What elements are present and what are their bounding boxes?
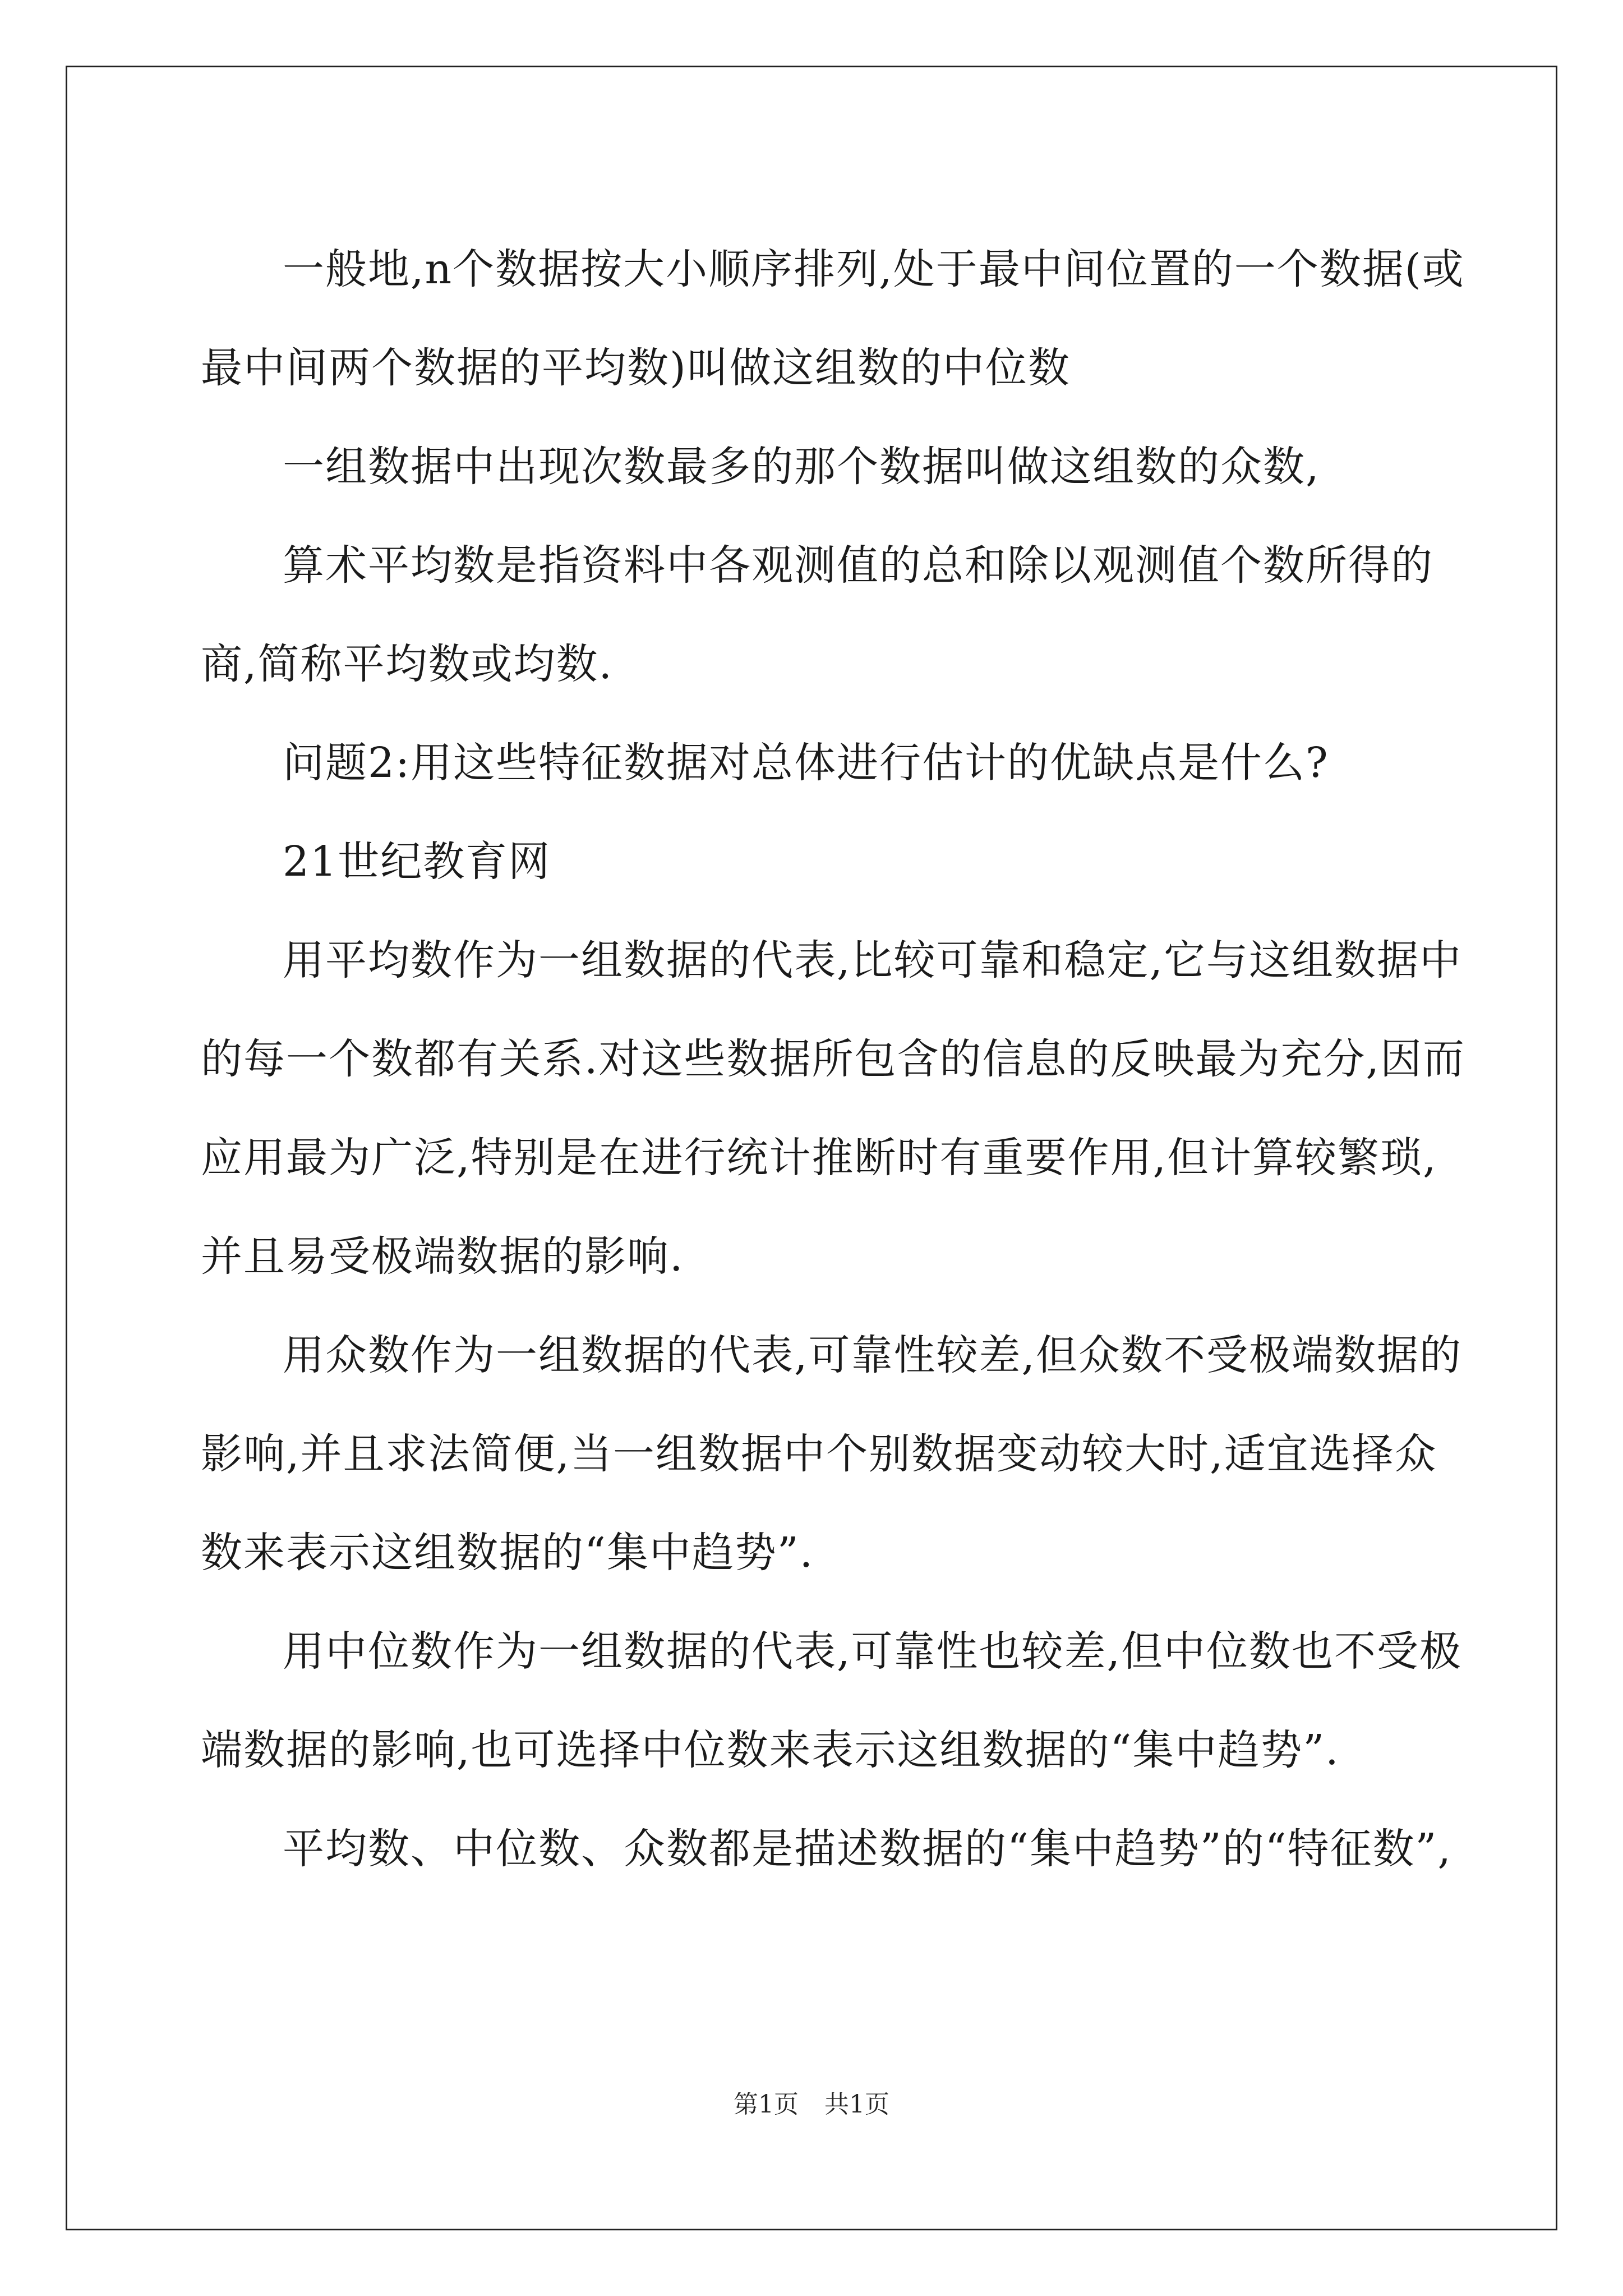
paragraph-question-2: 问题2:用这些特征数据对总体进行估计的优缺点是什么? — [283, 739, 1329, 787]
paragraph-mean-evaluation: 用平均数作为一组数据的代表,比较可靠和稳定,它与这组数据中的每一个数都有关系.对这些数据所包含的信息的反映最为充分,因而应用最为广泛,特别是在进行统计推断时有重要作用,但计算较繁琐,并且易受极端数据的影响. — [201, 936, 1466, 1281]
document-body — [201, 220, 1474, 1898]
paragraph-mean-definition: 算术平均数是指资料中各观测值的总和除以观测值个数所得的商,简称平均数或均数. — [201, 541, 1433, 688]
paragraph-mode-evaluation: 用众数作为一组数据的代表,可靠性较差,但众数不受极端数据的影响,并且求法简便,当一组数据中个别数据变动较大时,适宜选择众数来表示这组数据的“集中趋势”. — [201, 1331, 1463, 1577]
paragraph-median-definition: 一般地,n个数据按大小顺序排列,处于最中间位置的一个数据(或最中间两个数据的平均数)叫做这组数的中位数 — [201, 245, 1465, 392]
paragraph-median-evaluation: 用中位数作为一组数据的代表,可靠性也较差,但中位数也不受极端数据的影响,也可选择中位数来表示这组数据的“集中趋势”. — [201, 1627, 1463, 1774]
paragraph-mode-definition: 一组数据中出现次数最多的那个数据叫做这组数的众数, — [283, 443, 1320, 491]
paragraph-source: 21世纪教育网 — [283, 838, 551, 886]
page-footer — [0, 2084, 1623, 2120]
page-number: 第1页 — [734, 2090, 799, 2119]
page-total: 共1页 — [824, 2090, 889, 2119]
paragraph-summary: 平均数、中位数、众数都是描述数据的“集中趋势”的“特征数”, — [283, 1825, 1452, 1873]
